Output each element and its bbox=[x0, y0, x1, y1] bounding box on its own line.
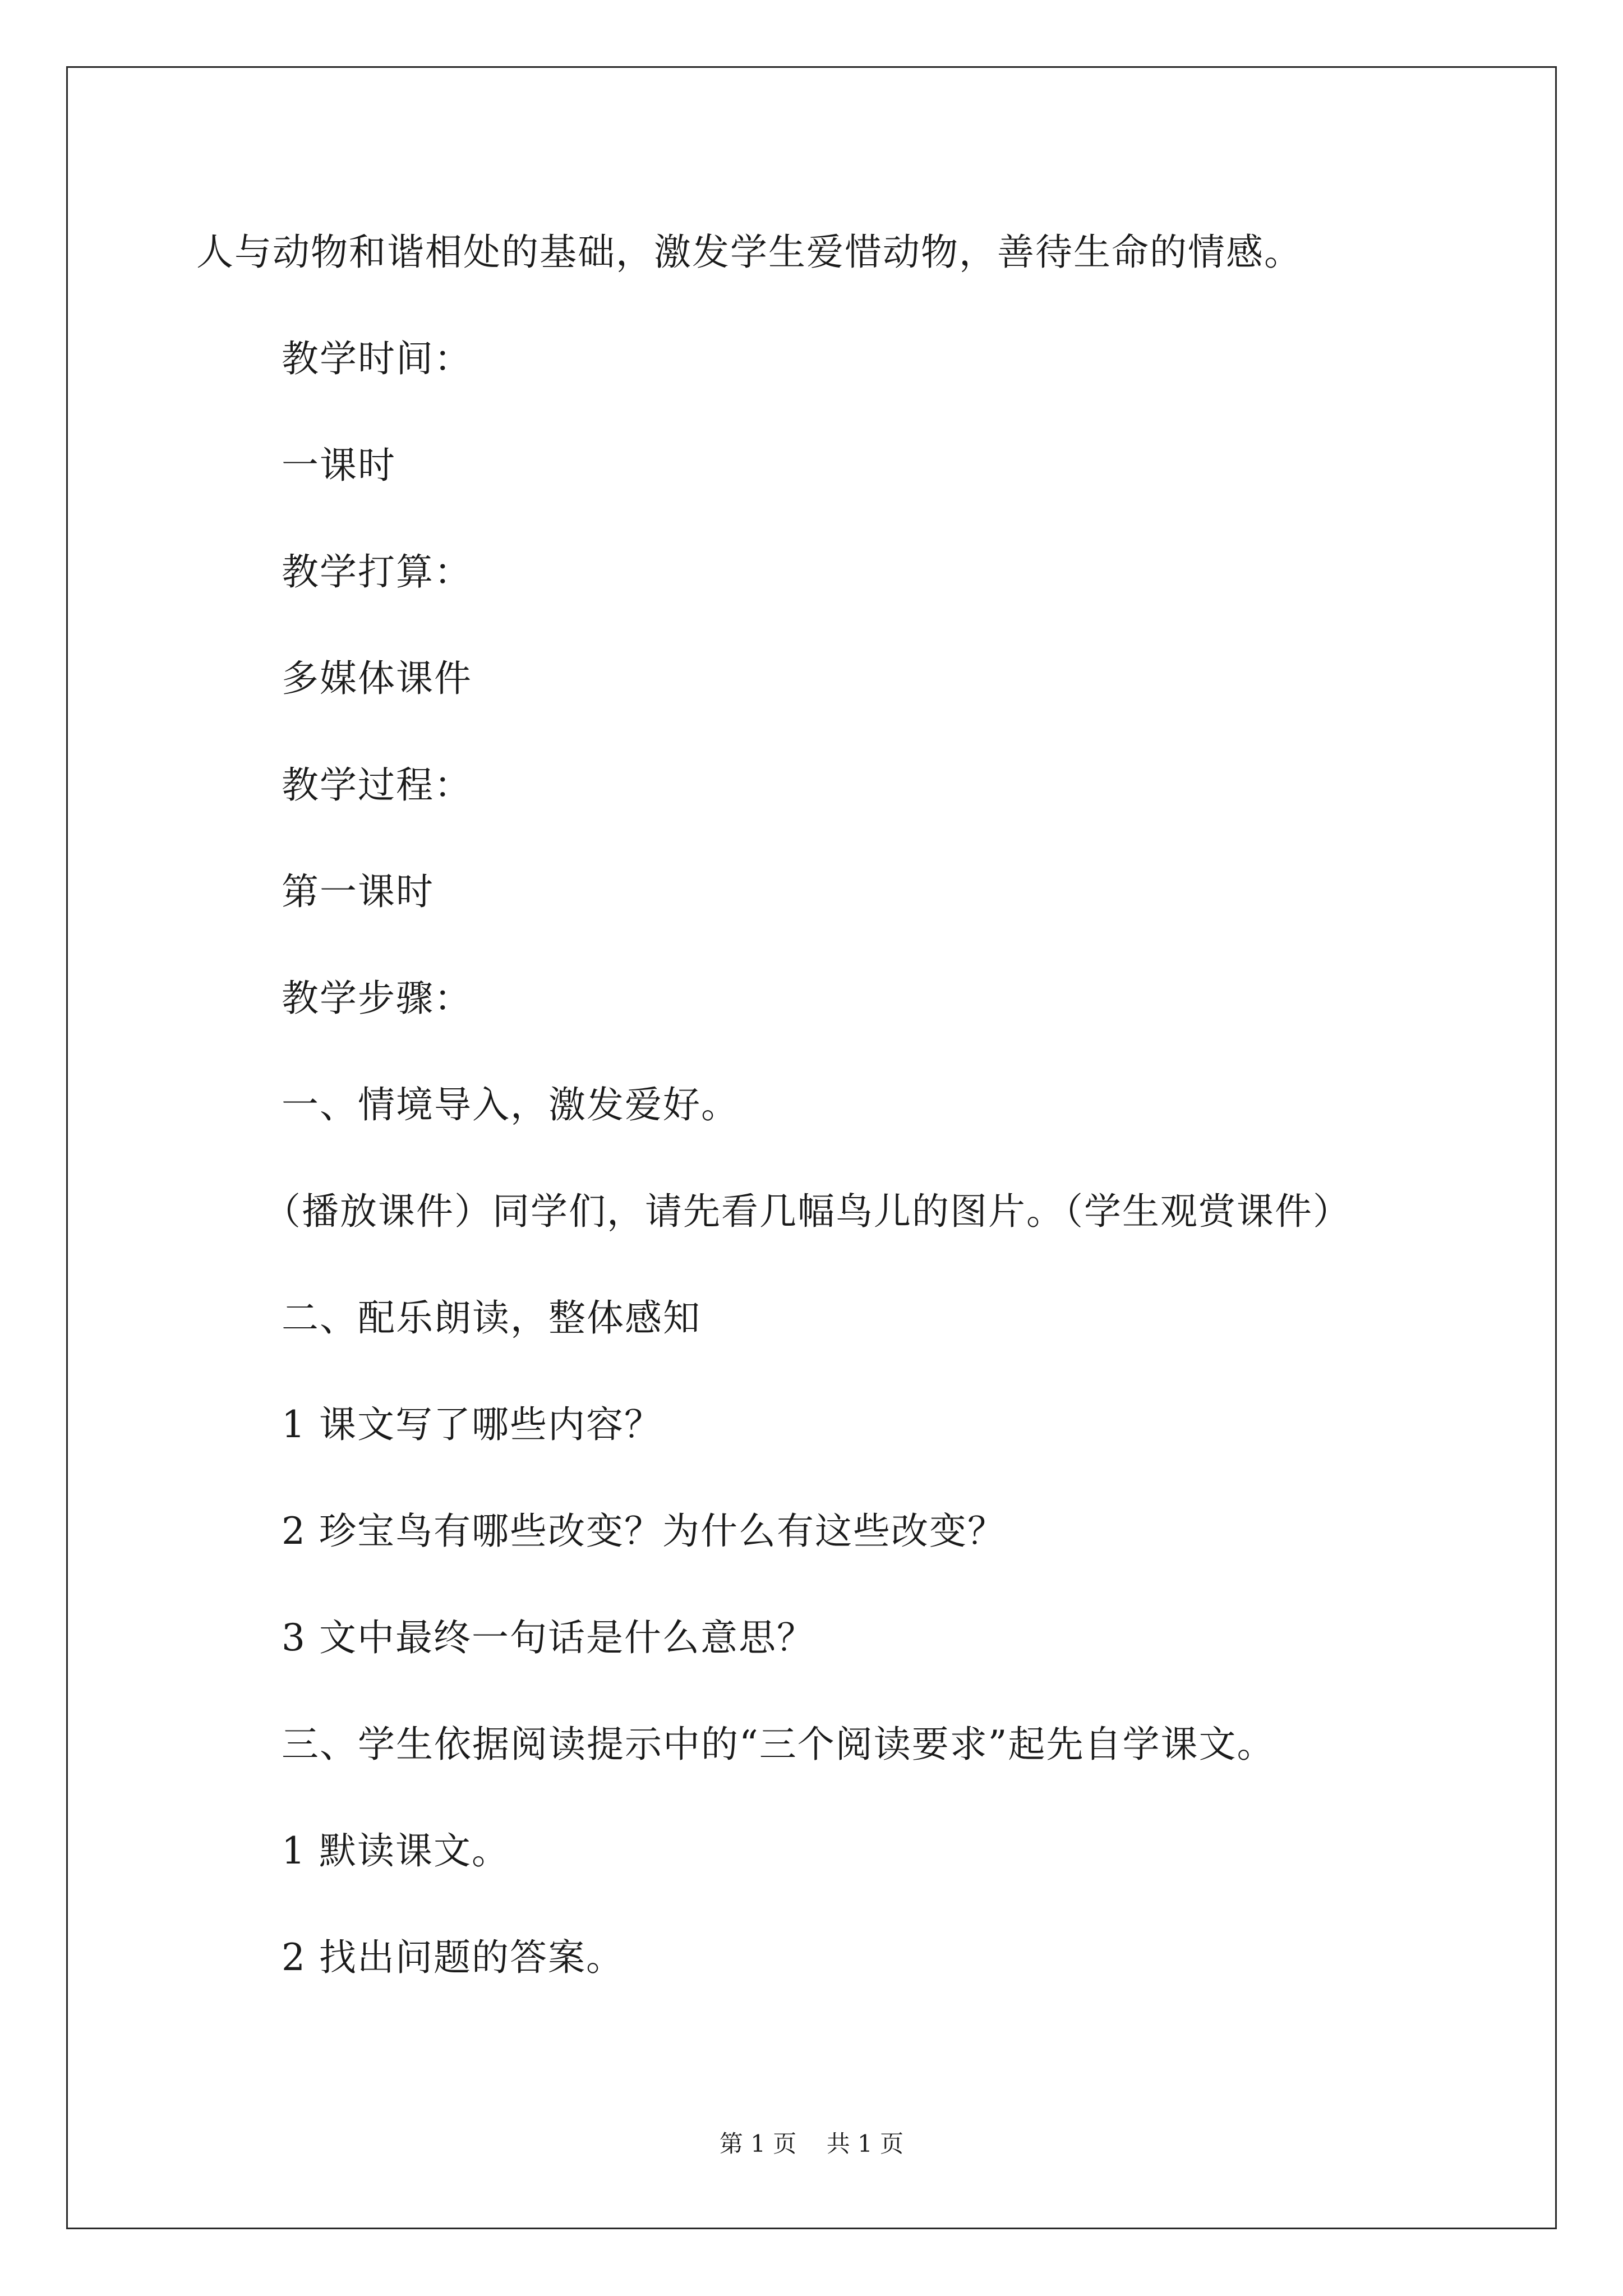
question-2: 2 珍宝鸟有哪些改变？为什么有这些改变？ bbox=[282, 1510, 1006, 1553]
step-2: 2 找出问题的答案。 bbox=[282, 1936, 624, 1979]
label-teaching-steps: 教学步骤： bbox=[282, 977, 472, 1020]
value-teaching-preparation: 多媒体课件 bbox=[282, 657, 472, 700]
question-3: 3 文中最终一句话是什么意思？ bbox=[282, 1616, 815, 1659]
label-teaching-preparation: 教学打算： bbox=[282, 550, 472, 593]
label-teaching-process: 教学过程： bbox=[282, 763, 472, 807]
value-teaching-time: 一课时 bbox=[282, 444, 396, 487]
section-heading-2: 二、配乐朗读，整体感知 bbox=[282, 1296, 701, 1340]
step-1: 1 默读课文。 bbox=[282, 1829, 510, 1872]
section-1-body: （播放课件）同学们，请先看几幅鸟儿的图片。（学生观赏课件） bbox=[264, 1190, 1351, 1233]
body-paragraph-continuation: 人与动物和谐相处的基础，激发学生爱惜动物，善待生命的情感。 bbox=[196, 231, 1302, 274]
page-border bbox=[66, 66, 1557, 2229]
label-teaching-time: 教学时间： bbox=[282, 337, 472, 380]
lesson-heading: 第一课时 bbox=[282, 870, 434, 913]
section-heading-3: 三、学生依据阅读提示中的“三个阅读要求”起先自学课文。 bbox=[282, 1723, 1275, 1766]
section-heading-1: 一、情境导入，激发爱好。 bbox=[282, 1083, 739, 1126]
page-number-footer: 第 1 页 共 1 页 bbox=[719, 2130, 904, 2157]
question-1: 1 课文写了哪些内容？ bbox=[282, 1403, 662, 1446]
